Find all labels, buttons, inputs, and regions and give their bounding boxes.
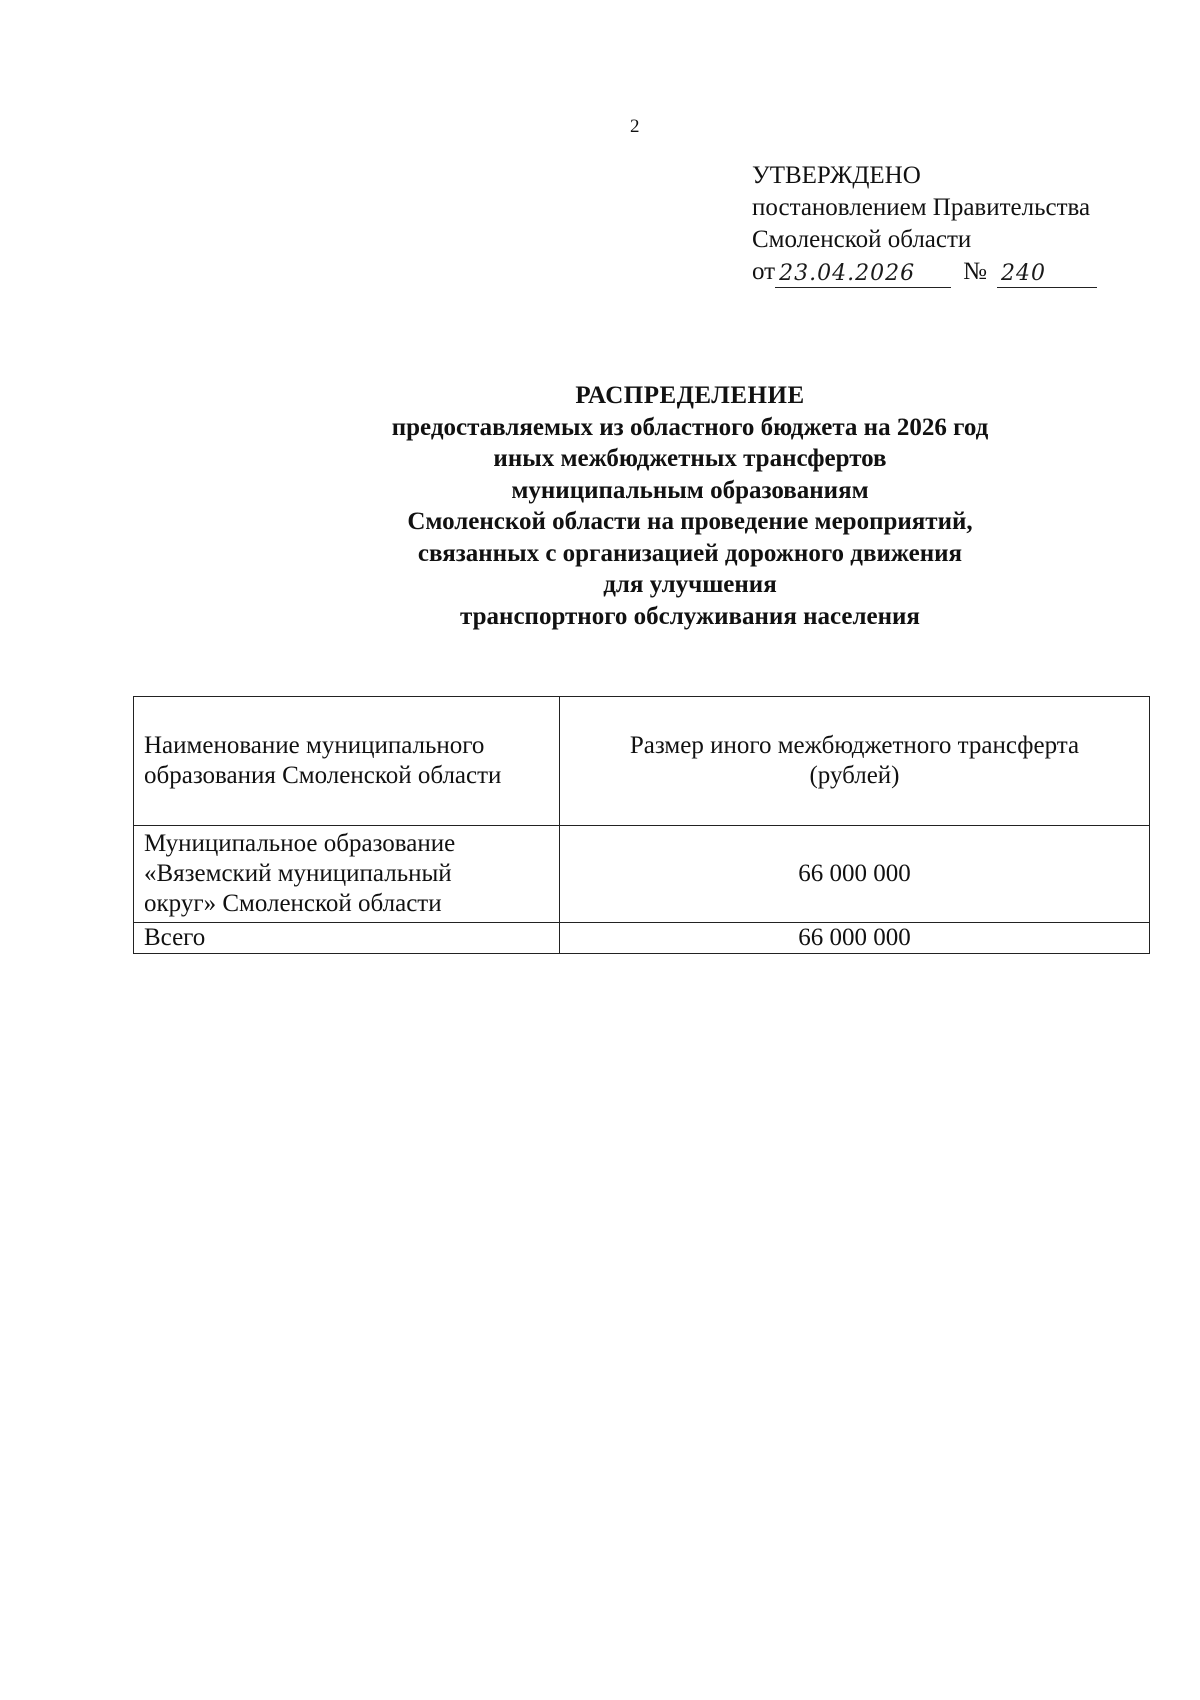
title-main: РАСПРЕДЕЛЕНИЕ [575, 382, 805, 409]
approval-date-prefix: от [752, 258, 776, 285]
row-amount: 66 000 000 [560, 826, 1150, 923]
header-amount-line: Размер иного межбюджетного трансферта [629, 732, 1080, 759]
title-line: иных межбюджетных трансфертов [493, 445, 887, 472]
header-municipality-line: Наименование муниципального [144, 732, 485, 759]
page-number: 2 [630, 116, 640, 137]
total-amount: 66 000 000 [560, 923, 1150, 954]
header-municipality [134, 697, 560, 826]
row-municipality-name [134, 826, 560, 923]
municipality-name-line: «Вяземский муниципальный [144, 860, 452, 887]
title-line: предоставляемых из областного бюджета на 2026 год [391, 413, 989, 441]
approval-line-1: постановлением Правительства [752, 194, 1091, 221]
approval-line-2: Смоленской области [752, 226, 972, 253]
title-line: Смоленской области на проведение мероприятий, [407, 508, 973, 535]
header-amount-line: (рублей) [809, 762, 900, 789]
approval-status: УТВЕРЖДЕНО [752, 162, 921, 189]
table-row [134, 826, 1150, 923]
table-total-row [134, 923, 1150, 954]
document-title [240, 380, 1140, 632]
header-municipality-line: образования Смоленской области [144, 762, 502, 789]
approval-number-sign: № [963, 258, 987, 285]
approval-stamp [752, 160, 1097, 288]
approval-date-handwritten: 23.04.2026 [775, 261, 951, 288]
approval-number-handwritten: 240 [997, 261, 1097, 288]
municipality-name-line: Муниципальное образование [144, 830, 456, 857]
header-amount [560, 697, 1150, 826]
title-line: транспортного обслуживания населения [460, 602, 920, 630]
table-header-row [134, 697, 1150, 826]
total-label: Всего [134, 923, 560, 954]
approval-date-line [752, 256, 1097, 288]
municipality-name-line: округ» Смоленской области [144, 890, 442, 917]
title-line: для улучшения [603, 571, 777, 598]
title-line: муниципальным образованиям [511, 476, 869, 504]
title-line: связанных с организацией дорожного движения [417, 539, 963, 567]
distribution-table [133, 696, 1150, 954]
